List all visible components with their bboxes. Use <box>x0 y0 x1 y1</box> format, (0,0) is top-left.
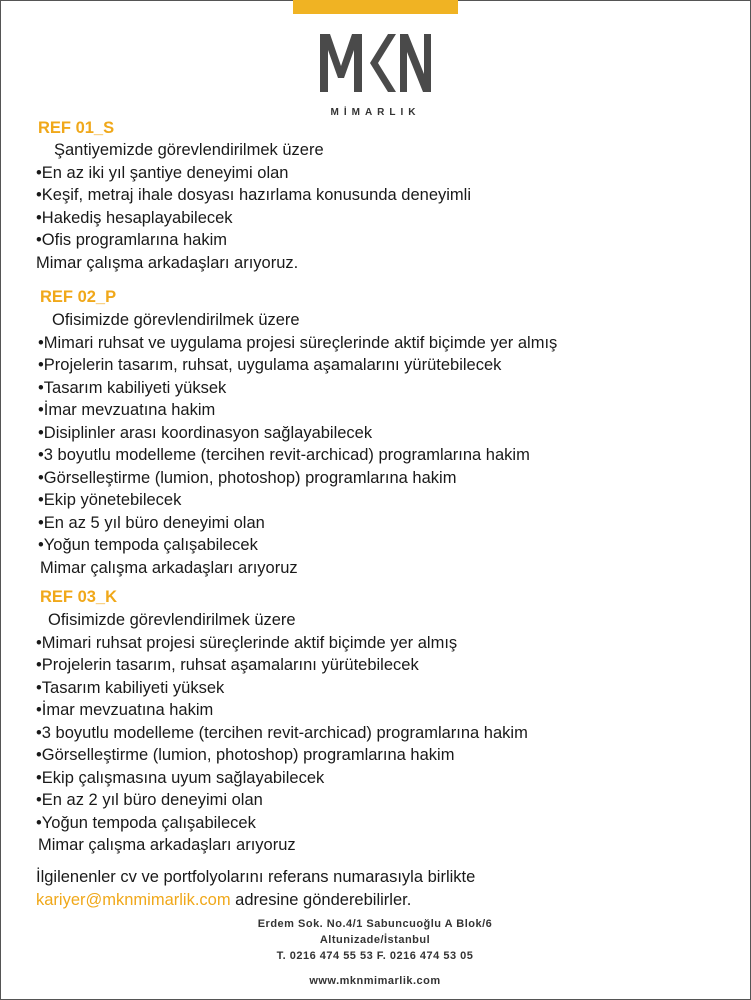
email-line <box>36 890 411 910</box>
requirement-item: •Yoğun tempoda çalışabilecek <box>36 813 256 832</box>
email-suffix: adresine gönderebilirler. <box>230 891 412 909</box>
requirement-item: •Ekip çalışmasına uyum sağlayabilecek <box>36 768 325 787</box>
requirement-item: •Projelerin tasarım, ruhsat aşamalarını yürütebilecek <box>36 656 419 674</box>
address-line-2: Altunizade/İstanbul <box>319 934 431 946</box>
requirement-item: •Görselleştirme (lumion, photoshop) programlarına hakim <box>36 746 455 764</box>
logo-subtitle: MİMARLIK <box>330 107 421 118</box>
requirement-item: •3 boyutlu modelleme (tercihen revit-archicad) programlarına hakim <box>38 446 530 464</box>
section-closing: Mimar çalışma arkadaşları arıyoruz. <box>36 253 299 272</box>
accent-bar <box>293 0 458 14</box>
section-intro: Şantiyemizde görevlendirilmek üzere <box>54 141 324 159</box>
requirement-item: •Keşif, metraj ihale dosyası hazırlama konusunda deneyimli <box>36 186 471 204</box>
requirement-item: •Mimari ruhsat ve uygulama projesi süreçlerinde aktif biçimde yer almış <box>38 333 558 352</box>
phone-fax: T. 0216 474 55 53 F. 0216 474 53 05 <box>276 950 474 962</box>
requirement-item: •En az iki yıl şantiye deneyimi olan <box>36 163 289 182</box>
ref-code: REF 03_K <box>40 588 118 606</box>
requirement-item: •Görselleştirme (lumion, photoshop) programlarına hakim <box>38 468 457 487</box>
section-intro: Ofisimizde görevlendirilmek üzere <box>52 311 300 329</box>
section-closing: Mimar çalışma arkadaşları arıyoruz <box>38 836 296 854</box>
requirement-item: •En az 2 yıl büro deneyimi olan <box>36 791 263 809</box>
requirement-item: •Tasarım kabiliyeti yüksek <box>38 378 227 397</box>
requirement-item: •3 boyutlu modelleme (tercihen revit-archicad) programlarına hakim <box>36 723 528 742</box>
requirement-item: •Ekip yönetebilecek <box>38 491 182 509</box>
requirement-item: •İmar mevzuatına hakim <box>36 701 214 719</box>
mkn-logo-mark <box>318 32 433 94</box>
requirement-item: •Tasarım kabiliyeti yüksek <box>36 678 225 697</box>
logo <box>318 32 433 122</box>
email-link[interactable]: kariyer@mknmimarlik.com <box>36 891 231 909</box>
requirement-item: •İmar mevzuatına hakim <box>38 401 216 419</box>
requirement-item: •Hakediş hesaplayabilecek <box>36 208 233 227</box>
requirement-item: •Yoğun tempoda çalışabilecek <box>38 536 258 554</box>
website-link[interactable]: www.mknmimarlik.com <box>309 975 441 987</box>
requirement-item: •Disiplinler arası koordinasyon sağlayabilecek <box>38 423 373 442</box>
requirement-item: •Projelerin tasarım, ruhsat, uygulama aşamalarını yürütebilecek <box>38 356 502 374</box>
section-intro: Ofisimizde görevlendirilmek üzere <box>48 611 296 629</box>
requirement-item: •Mimari ruhsat projesi süreçlerinde aktif biçimde yer almış <box>36 633 458 652</box>
apply-instructions: İlgilenenler cv ve portfolyolarını referans numarasıyla birlikte <box>36 868 476 886</box>
ref-code: REF 02_P <box>40 288 117 306</box>
requirement-item: •Ofis programlarına hakim <box>36 231 228 249</box>
section-closing: Mimar çalışma arkadaşları arıyoruz <box>40 558 298 577</box>
ref-code: REF 01_S <box>38 119 115 137</box>
address-line-1: Erdem Sok. No.4/1 Sabuncuoğlu A Blok/6 <box>257 918 493 930</box>
requirement-item: •En az 5 yıl büro deneyimi olan <box>38 513 265 532</box>
